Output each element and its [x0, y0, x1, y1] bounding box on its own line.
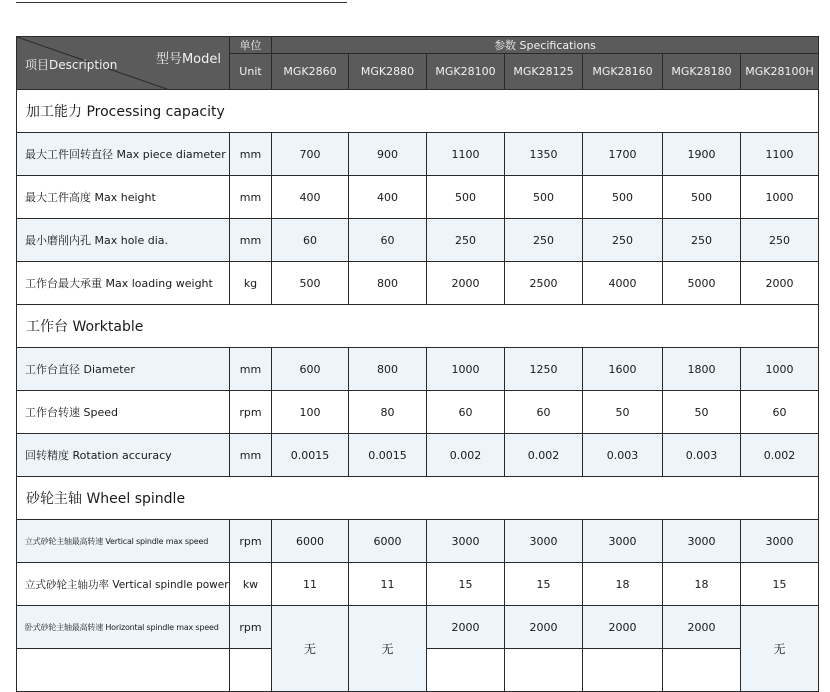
value-cell: 15	[427, 563, 505, 606]
value-cell: 1000	[427, 348, 505, 391]
specifications-header: 参数 Specifications	[272, 37, 819, 54]
value-cell: 60	[427, 391, 505, 434]
row-label: 工作台转速 Speed	[17, 391, 230, 434]
description-label: 项目Description	[25, 58, 118, 72]
value-cell: 3000	[427, 520, 505, 563]
value-cell: 2000	[505, 606, 583, 649]
table-row	[17, 262, 819, 305]
value-cell: 500	[427, 176, 505, 219]
value-cell: 60	[505, 391, 583, 434]
value-cell: 1100	[741, 133, 819, 176]
row-unit: rpm	[230, 520, 272, 563]
value-cell: 700	[272, 133, 349, 176]
value-cell: 无	[349, 606, 427, 692]
value-cell: 80	[349, 391, 427, 434]
unit-cn-header: 单位	[230, 37, 272, 54]
value-cell: 500	[272, 262, 349, 305]
value-cell: 1700	[583, 133, 663, 176]
empty-cell	[663, 649, 741, 692]
empty-cell	[505, 649, 583, 692]
top-rule	[16, 2, 347, 3]
model-header: MGK28100H	[741, 54, 819, 90]
model-header: MGK2880	[349, 54, 427, 90]
value-cell: 11	[349, 563, 427, 606]
value-cell: 0.002	[427, 434, 505, 477]
empty-cell	[17, 649, 230, 692]
row-unit: rpm	[230, 606, 272, 649]
value-cell: 50	[663, 391, 741, 434]
value-cell: 无	[272, 606, 349, 692]
row-label: 最大工件回转直径 Max piece diameter	[17, 133, 230, 176]
table-row	[17, 176, 819, 219]
value-cell: 无	[741, 606, 819, 692]
value-cell: 1900	[663, 133, 741, 176]
row-unit: kg	[230, 262, 272, 305]
value-cell: 60	[349, 219, 427, 262]
row-label: 最小磨削内孔 Max hole dia.	[17, 219, 230, 262]
value-cell: 250	[427, 219, 505, 262]
value-cell: 500	[505, 176, 583, 219]
value-cell: 0.003	[583, 434, 663, 477]
value-cell: 1600	[583, 348, 663, 391]
model-header: MGK2860	[272, 54, 349, 90]
value-cell: 11	[272, 563, 349, 606]
model-header: MGK28160	[583, 54, 663, 90]
table-row	[17, 133, 819, 176]
value-cell: 0.003	[663, 434, 741, 477]
row-unit: mm	[230, 176, 272, 219]
value-cell: 15	[741, 563, 819, 606]
value-cell: 1100	[427, 133, 505, 176]
value-cell: 60	[741, 391, 819, 434]
row-label: 立式砂轮主轴最高转速 Vertical spindle max speed	[17, 520, 230, 563]
unit-en-header: Unit	[230, 54, 272, 90]
row-unit: mm	[230, 348, 272, 391]
row-label: 最大工件高度 Max height	[17, 176, 230, 219]
value-cell: 400	[349, 176, 427, 219]
value-cell: 1350	[505, 133, 583, 176]
value-cell: 900	[349, 133, 427, 176]
value-cell: 15	[505, 563, 583, 606]
row-label: 卧式砂轮主轴最高转速 Horizontal spindle max speed	[17, 606, 230, 649]
section-worktable: 工作台 Worktable	[17, 305, 819, 348]
value-cell: 2000	[583, 606, 663, 649]
model-header: MGK28100	[427, 54, 505, 90]
value-cell: 0.0015	[272, 434, 349, 477]
table-row	[17, 348, 819, 391]
value-cell: 4000	[583, 262, 663, 305]
empty-cell	[427, 649, 505, 692]
value-cell: 3000	[583, 520, 663, 563]
table-row	[17, 434, 819, 477]
value-cell: 6000	[272, 520, 349, 563]
table-row	[17, 563, 819, 606]
row-unit: mm	[230, 133, 272, 176]
value-cell: 2000	[663, 606, 741, 649]
value-cell: 2000	[427, 262, 505, 305]
value-cell: 0.002	[741, 434, 819, 477]
value-cell: 500	[583, 176, 663, 219]
row-unit: kw	[230, 563, 272, 606]
model-header: MGK28180	[663, 54, 741, 90]
value-cell: 1800	[663, 348, 741, 391]
value-cell: 18	[663, 563, 741, 606]
value-cell: 800	[349, 348, 427, 391]
value-cell: 0.0015	[349, 434, 427, 477]
row-label: 工作台直径 Diameter	[17, 348, 230, 391]
table-row	[17, 520, 819, 563]
row-unit: rpm	[230, 391, 272, 434]
value-cell: 100	[272, 391, 349, 434]
value-cell: 2000	[741, 262, 819, 305]
model-label: 型号Model	[155, 52, 221, 67]
empty-cell	[583, 649, 663, 692]
value-cell: 2500	[505, 262, 583, 305]
value-cell: 18	[583, 563, 663, 606]
value-cell: 600	[272, 348, 349, 391]
value-cell: 1250	[505, 348, 583, 391]
value-cell: 250	[741, 219, 819, 262]
value-cell: 250	[663, 219, 741, 262]
value-cell: 0.002	[505, 434, 583, 477]
value-cell: 500	[663, 176, 741, 219]
model-description-header	[17, 37, 230, 90]
value-cell: 250	[583, 219, 663, 262]
value-cell: 2000	[427, 606, 505, 649]
table-row	[17, 606, 819, 649]
value-cell: 3000	[663, 520, 741, 563]
table-row	[17, 219, 819, 262]
value-cell: 3000	[741, 520, 819, 563]
value-cell: 1000	[741, 348, 819, 391]
table-row	[17, 391, 819, 434]
value-cell: 6000	[349, 520, 427, 563]
value-cell: 3000	[505, 520, 583, 563]
value-cell: 50	[583, 391, 663, 434]
row-unit: mm	[230, 219, 272, 262]
row-unit: mm	[230, 434, 272, 477]
value-cell: 800	[349, 262, 427, 305]
value-cell: 250	[505, 219, 583, 262]
empty-cell	[230, 649, 272, 692]
row-label: 回转精度 Rotation accuracy	[17, 434, 230, 477]
row-label: 工作台最大承重 Max loading weight	[17, 262, 230, 305]
model-header: MGK28125	[505, 54, 583, 90]
value-cell: 1000	[741, 176, 819, 219]
section-wheel-spindle: 砂轮主轴 Wheel spindle	[17, 477, 819, 520]
value-cell: 60	[272, 219, 349, 262]
section-processing-capacity: 加工能力 Processing capacity	[17, 90, 819, 133]
row-label: 立式砂轮主轴功率 Vertical spindle power	[17, 563, 230, 606]
spec-table	[16, 36, 819, 692]
value-cell: 5000	[663, 262, 741, 305]
value-cell: 400	[272, 176, 349, 219]
